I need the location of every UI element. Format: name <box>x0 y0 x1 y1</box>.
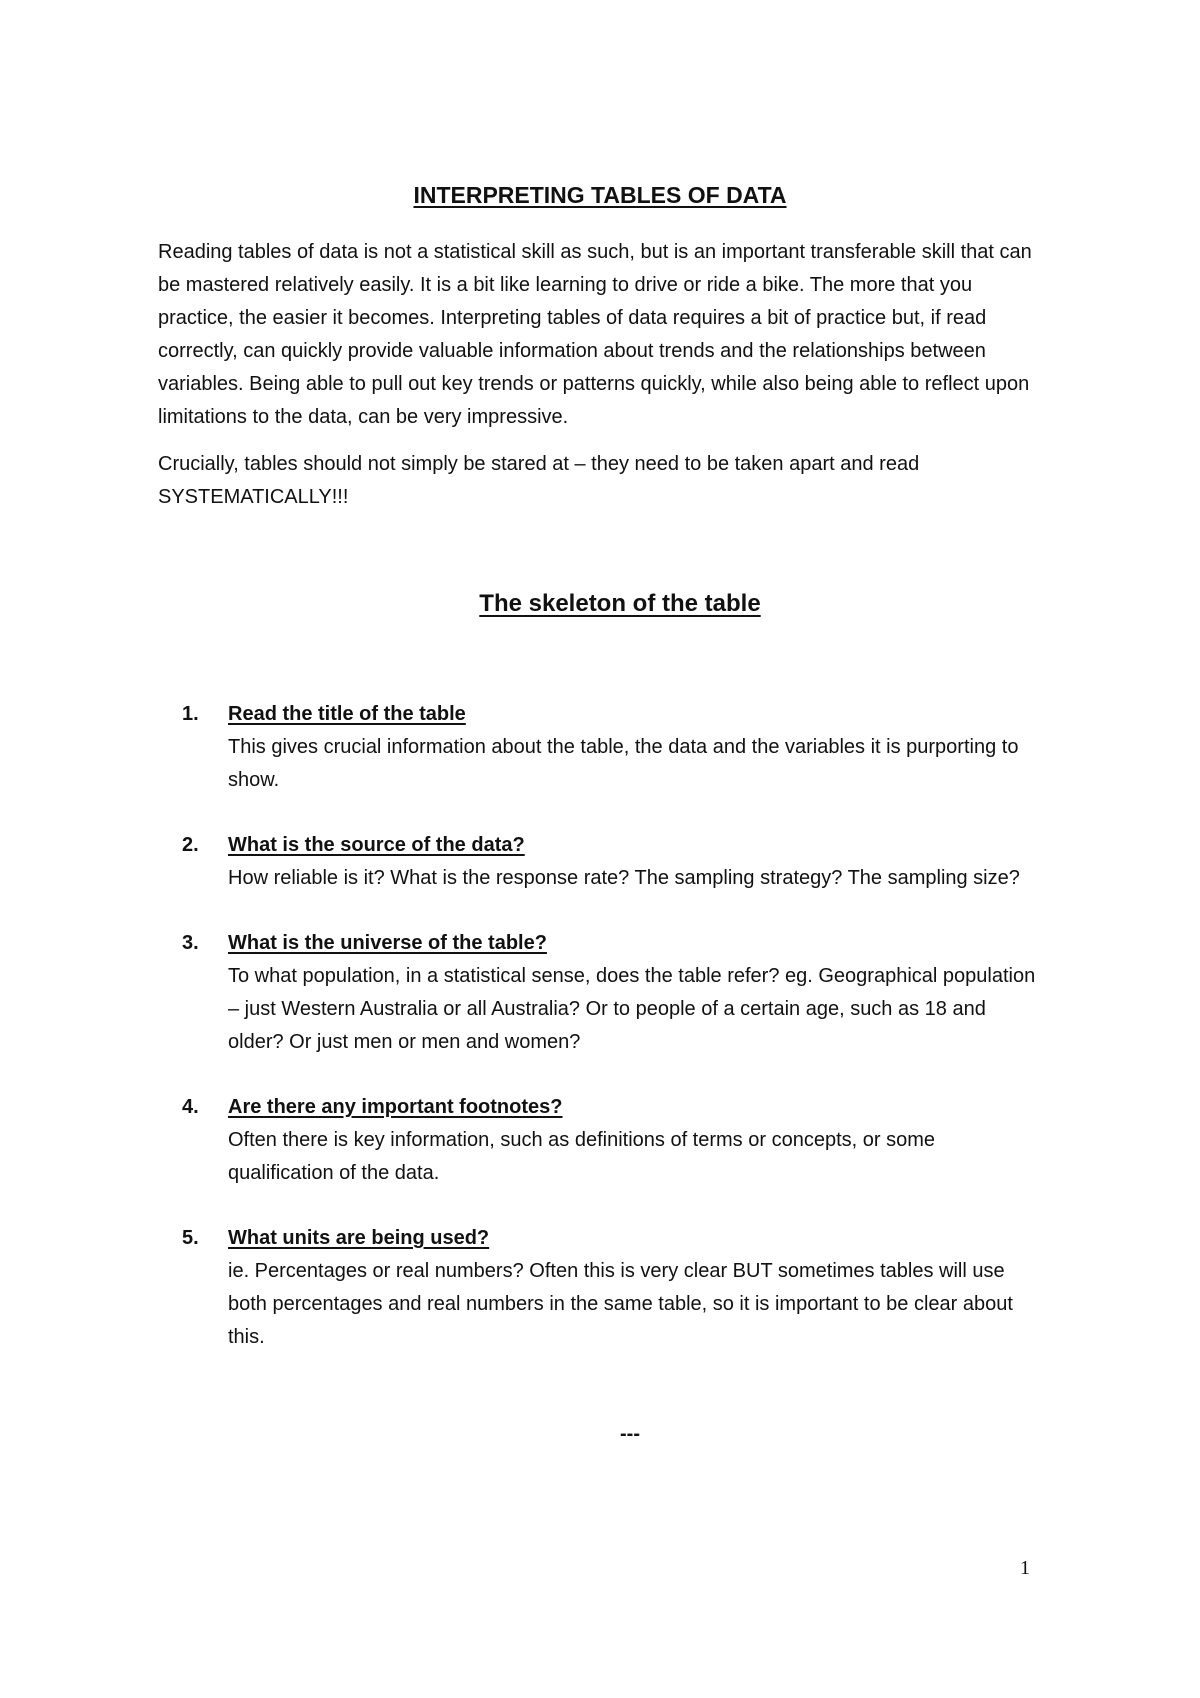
list-item <box>182 829 1042 895</box>
list-item <box>182 1091 1042 1190</box>
step-number: 1. <box>182 703 199 725</box>
step-number: 5. <box>182 1227 199 1249</box>
step-number: 4. <box>182 1096 199 1118</box>
step-number: 3. <box>182 932 199 954</box>
step-heading: What is the source of the data? <box>228 834 525 856</box>
section-title: The skeleton of the table <box>479 590 761 617</box>
steps-list <box>182 698 1042 1386</box>
step-body: Often there is key information, such as definitions of terms or concepts, or some qualification of the data. <box>228 1129 935 1184</box>
step-body: To what population, in a statistical sense, does the table refer? eg. Geographical population – just Western Australia or all Australia? Or to people of a certain age, such as 18 and older? Or just men or men and women? <box>228 965 1036 1053</box>
list-item <box>182 698 1042 797</box>
step-heading: Read the title of the table <box>228 703 466 725</box>
step-number: 2. <box>182 834 199 856</box>
step-body: This gives crucial information about the table, the data and the variables it is purporting to show. <box>228 736 1019 791</box>
page-number: 1 <box>1020 1557 1030 1579</box>
intro-paragraph-2: Crucially, tables should not simply be stared at – they need to be taken apart and read SYSTEMATICALLY!!! <box>158 453 920 508</box>
intro-section <box>158 236 1038 528</box>
list-item <box>182 927 1042 1059</box>
section-separator: --- <box>620 1423 640 1445</box>
list-item <box>182 1222 1042 1354</box>
step-heading: What units are being used? <box>228 1227 490 1249</box>
step-body: How reliable is it? What is the response rate? The sampling strategy? The sampling size? <box>228 867 1020 889</box>
document-title: INTERPRETING TABLES OF DATA <box>413 182 787 208</box>
step-heading: Are there any important footnotes? <box>228 1096 563 1118</box>
intro-paragraph-1: Reading tables of data is not a statistical skill as such, but is an important transferable skill that can be mastered relatively easily. It is a bit like learning to drive or ride a bike. The more that you practice, the easier it becomes. Interpreting tables of data requires a bit of practice but, if read correctly, can quickly provide valuable information about trends and the relationships between variables. Being able to pull out key trends or patterns quickly, while also being able to reflect upon limitations to the data, can be very impressive. <box>158 241 1032 428</box>
step-heading: What is the universe of the table? <box>228 932 547 954</box>
step-body: ie. Percentages or real numbers? Often this is very clear BUT sometimes tables will use both percentages and real numbers in the same table, so it is important to be clear about this. <box>228 1260 1013 1348</box>
